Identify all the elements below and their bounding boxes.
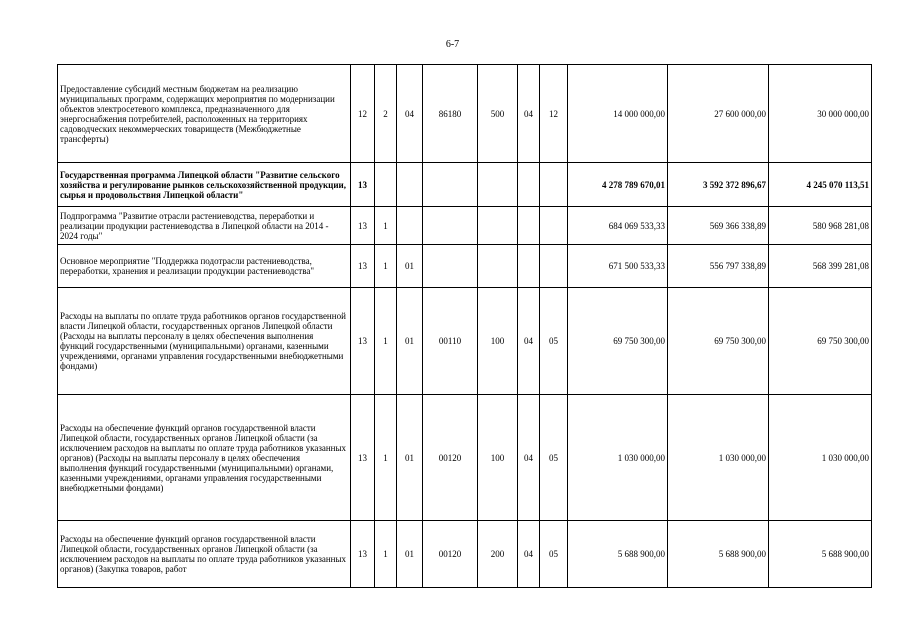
expense-type-code: 500: [478, 65, 518, 163]
row-description: Расходы на обеспечение функций органов государственной власти Липецкой области, государственных органов Липецкой области (за исключением расходов на выплаты по оплате труда работников указанных органов) (Расходы на выплаты персоналу в целях обеспечения выполнения функций государственными (муниципальными) органами, казенными учреждениями, органами управления государственными внебюджетными фондами): [58, 395, 351, 521]
table-row: [58, 163, 872, 207]
row-description: Расходы на обеспечение функций органов государственной власти Липецкой области, государственных органов Липецкой области (за исключением расходов на выплаты по оплате труда работников указанных органов) (Закупка товаров, работ: [58, 521, 351, 588]
expense-direction-code: [423, 245, 478, 288]
amount-year-3: 1 030 000,00: [769, 395, 872, 521]
subsection-code: 05: [540, 395, 568, 521]
row-description: Подпрограмма "Развитие отрасли растениеводства, переработки и реализации продукции растениеводства в Липецкой области на 2014 - 2024 годы": [58, 207, 351, 245]
main-activity-code: 01: [397, 288, 423, 395]
amount-year-1: 14 000 000,00: [568, 65, 668, 163]
expense-direction-code: 00120: [423, 521, 478, 588]
amount-year-1: 684 069 533,33: [568, 207, 668, 245]
subprogram-code: [375, 163, 397, 207]
subprogram-code: 2: [375, 65, 397, 163]
row-description: Расходы на выплаты по оплате труда работников органов государственной власти Липецкой области, государственных органов Липецкой области (Расходы на выплаты персоналу в целях обеспечения выполнения функций государственными (муниципальными) органами, казенными учреждениями, органами управления государственными внебюджетными фондами): [58, 288, 351, 395]
subsection-code: [540, 245, 568, 288]
main-activity-code: [397, 163, 423, 207]
amount-year-3: 568 399 281,08: [769, 245, 872, 288]
program-code: 13: [351, 521, 375, 588]
section-code: 04: [518, 521, 540, 588]
program-code: 13: [351, 395, 375, 521]
amount-year-2: 569 366 338,89: [668, 207, 769, 245]
amount-year-3: 30 000 000,00: [769, 65, 872, 163]
expense-type-code: 100: [478, 288, 518, 395]
main-activity-code: 01: [397, 245, 423, 288]
amount-year-2: 5 688 900,00: [668, 521, 769, 588]
program-code: 13: [351, 163, 375, 207]
amount-year-2: 3 592 372 896,67: [668, 163, 769, 207]
program-code: 13: [351, 207, 375, 245]
budget-table: [57, 64, 872, 588]
section-code: 04: [518, 395, 540, 521]
subsection-code: 12: [540, 65, 568, 163]
main-activity-code: [397, 207, 423, 245]
subsection-code: 05: [540, 288, 568, 395]
amount-year-3: 580 968 281,08: [769, 207, 872, 245]
row-description: Основное мероприятие "Поддержка подотрасли растениеводства, переработки, хранения и реализации продукции растениеводства": [58, 245, 351, 288]
expense-direction-code: 86180: [423, 65, 478, 163]
main-activity-code: 01: [397, 521, 423, 588]
amount-year-1: 5 688 900,00: [568, 521, 668, 588]
table-row: [58, 245, 872, 288]
expense-type-code: 100: [478, 395, 518, 521]
expense-type-code: [478, 245, 518, 288]
section-code: 04: [518, 288, 540, 395]
amount-year-1: 1 030 000,00: [568, 395, 668, 521]
amount-year-2: 556 797 338,89: [668, 245, 769, 288]
program-code: 12: [351, 65, 375, 163]
main-activity-code: 01: [397, 395, 423, 521]
row-description: Предоставление субсидий местным бюджетам на реализацию муниципальных программ, содержащих мероприятия по модернизации объектов электросетевого комплекса, предназначенного для энергоснабжения потребителей, расположенных на территориях садоводческих некоммерческих товариществ (Межбюджетные трансферты): [58, 65, 351, 163]
expense-direction-code: 00120: [423, 395, 478, 521]
page-number: 6-7: [445, 39, 460, 50]
table-row: [58, 288, 872, 395]
table-row: [58, 207, 872, 245]
subprogram-code: 1: [375, 245, 397, 288]
section-code: [518, 245, 540, 288]
subsection-code: [540, 207, 568, 245]
section-code: [518, 207, 540, 245]
program-code: 13: [351, 245, 375, 288]
table-row: [58, 395, 872, 521]
subprogram-code: 1: [375, 521, 397, 588]
subprogram-code: 1: [375, 288, 397, 395]
subprogram-code: 1: [375, 207, 397, 245]
amount-year-1: 4 278 789 670,01: [568, 163, 668, 207]
amount-year-3: 5 688 900,00: [769, 521, 872, 588]
expense-type-code: 200: [478, 521, 518, 588]
expense-type-code: [478, 163, 518, 207]
table-row: [58, 65, 872, 163]
program-code: 13: [351, 288, 375, 395]
amount-year-3: 4 245 070 113,51: [769, 163, 872, 207]
amount-year-2: 1 030 000,00: [668, 395, 769, 521]
table-row: [58, 521, 872, 588]
subsection-code: [540, 163, 568, 207]
expense-type-code: [478, 207, 518, 245]
expense-direction-code: 00110: [423, 288, 478, 395]
subsection-code: 05: [540, 521, 568, 588]
subprogram-code: 1: [375, 395, 397, 521]
section-code: 04: [518, 65, 540, 163]
amount-year-1: 69 750 300,00: [568, 288, 668, 395]
expense-direction-code: [423, 207, 478, 245]
amount-year-2: 27 600 000,00: [668, 65, 769, 163]
section-code: [518, 163, 540, 207]
amount-year-1: 671 500 533,33: [568, 245, 668, 288]
amount-year-3: 69 750 300,00: [769, 288, 872, 395]
main-activity-code: 04: [397, 65, 423, 163]
amount-year-2: 69 750 300,00: [668, 288, 769, 395]
expense-direction-code: [423, 163, 478, 207]
row-description: Государственная программа Липецкой области "Развитие сельского хозяйства и регулирование рынков сельскохозяйственной продукции, сырья и продовольствия Липецкой области": [58, 163, 351, 207]
